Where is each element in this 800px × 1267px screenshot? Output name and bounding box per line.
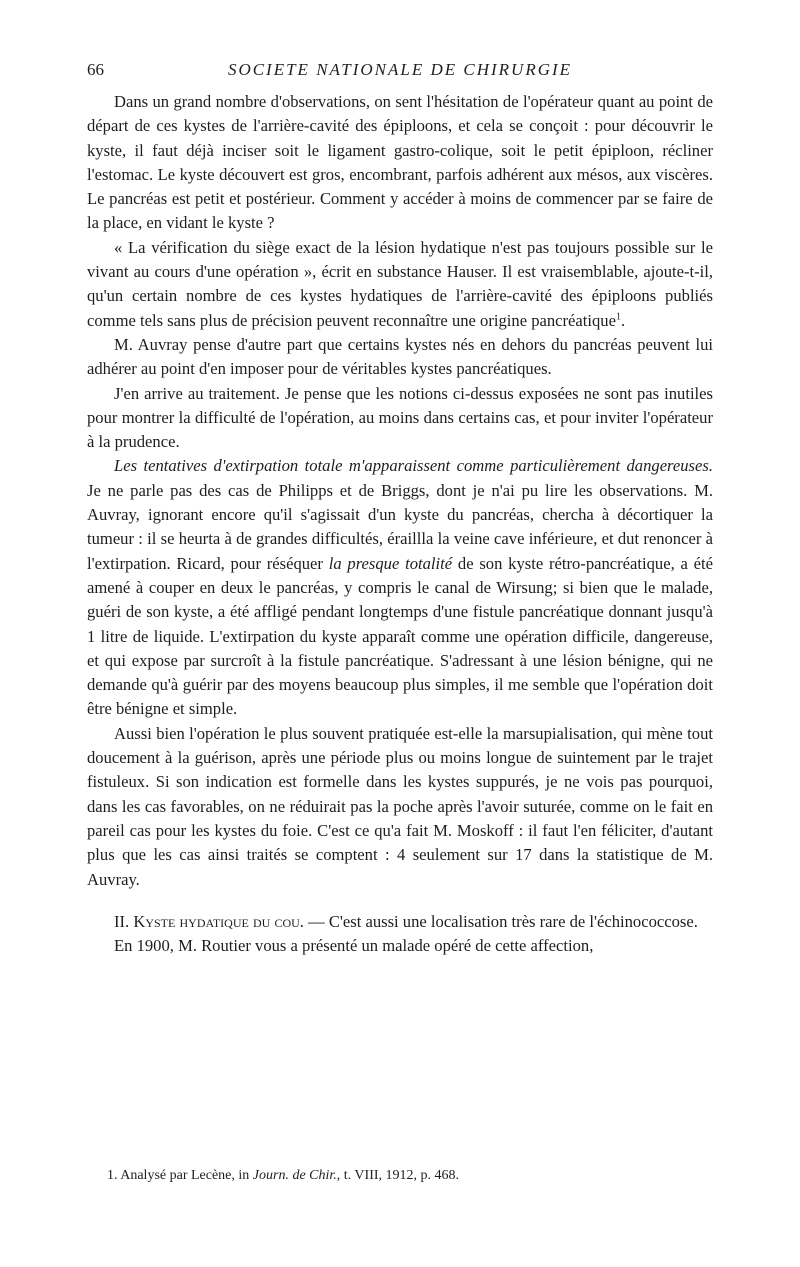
paragraph-2-end: . [620, 310, 626, 330]
section-number: II. [114, 911, 134, 931]
footnote-text-b: , t. VIII, 1912, p. 468. [336, 1168, 460, 1183]
paragraph-8: En 1900, M. Routier vous a présenté un malade opéré de cette affection, [114, 936, 594, 956]
paragraph-7-text: — C'est aussi une localisation très rare de l'échinococcose. [303, 911, 698, 931]
paragraph-5 [87, 454, 713, 721]
running-title: SOCIETE NATIONALE DE CHIRURGIE [227, 60, 573, 79]
page-number: 66 [87, 60, 104, 79]
body-text [87, 90, 713, 958]
paragraph-2 [87, 236, 713, 333]
paragraph-1: Dans un grand nombre d'observations, on sent l'hésitation de l'opérateur quant au point de départ de ces kystes de l'arrière-cavité des épiploons, et cela se conçoit : pour découvrir le kyste, il faut déjà inciser soit le ligament gastro-colique, soit le petit épiploon, récliner l'estomac. Le kyste découvert est gros, encombrant, parfois adhérent aux mésos, aux viscères. Le pancréas est petit et postérieur. Comment y accéder à moins de commencer par se faire de la place, en vidant le kyste ? [87, 92, 713, 233]
paragraph-6: Aussi bien l'opération le plus souvent pratiquée est-elle la marsupialisation, qui mène tout doucement à la guérison, après une période plus ou moins longue de suintement par le trajet fistuleux. Si son indication est formelle dans les kystes suppurés, je ne vois pas pourquoi, dans les cas favorables, on ne réduirait pas la poche après l'avoir suturée, comme on le fait en pareil cas pour les kystes du foie. C'est ce qu'a fait M. Moskoff : il faut l'en féliciter, d'autant plus que les cas ainsi traités se comptent : 4 seulement sur 17 dans la statistique de M. Auvray. [87, 723, 713, 889]
paragraph-5-italic: Les tentatives d'extirpation totale m'apparaissent comme particulièrement dangereuses. [114, 456, 713, 476]
paragraph-2-text: « La vérification du siège exact de la lésion hydatique n'est pas toujours possible sur le vivant au cours d'une opération », écrit en substance Hauser. Il est vraisemblable, ajoute-t-il, qu'un certain nombre de ces kystes hydatiques de l'arrière-cavité des épiploons publiés comme tels sans plus de précision peuvent reconnaître une origine pancréatique [87, 237, 713, 330]
footnote [87, 1166, 713, 1186]
footnote-journal: Journ. de Chir. [252, 1168, 337, 1183]
paragraph-5-text-a: Je ne parle pas des cas de Philipps et de Briggs, dont je n'ai pu lire les observations. M. Auvray, ignorant encore qu'il s'agissait d'un kyste du pancréas, chercha à décortiquer la tumeur : il se heurta à de grandes difficultés, éraillla la veine cave inférieure, et dut renoncer à l'extirpation. Ricard, pour réséquer [87, 480, 713, 573]
paragraph-4: J'en arrive au traitement. Je pense que les notions ci-dessus exposées ne sont pas inutiles pour montrer la difficulté de l'opération, au moins dans certains cas, et pour inviter l'opérateur à la prudence. [87, 383, 713, 452]
paragraph-3: M. Auvray pense d'autre part que certains kystes nés en dehors du pancréas peuvent lui adhérer au point d'en imposer pour de véritables kystes pancréatiques. [87, 334, 713, 379]
paragraph-5-italic-2: la presque totalité [328, 553, 453, 573]
paragraph-7 [87, 910, 713, 934]
section-heading: Kyste hydatique du cou. [133, 911, 304, 931]
page-header [87, 60, 713, 86]
paragraph-5-text-b: de son kyste rétro-pancréatique, a été amené à couper en deux le pancréas, y compris le canal de Wirsung; si bien que le malade, guéri de son kyste, a été affligé pendant longtemps d'une fistule pancréatique donnant jusqu'à 1 litre de liquide. L'extirpation du kyste apparaît comme une opération difficile, dangereuse, et qui expose par surcroît à la fistule pancréatique. S'adressant à une lésion bénigne, qui ne demande qu'à guérir par des moyens beaucoup plus simples, il me semble que l'opération doit être bénigne et simple. [87, 553, 713, 719]
footnote-ref: 1 [615, 311, 621, 323]
footnote-text-a: 1. Analysé par Lecène, in [107, 1168, 253, 1183]
